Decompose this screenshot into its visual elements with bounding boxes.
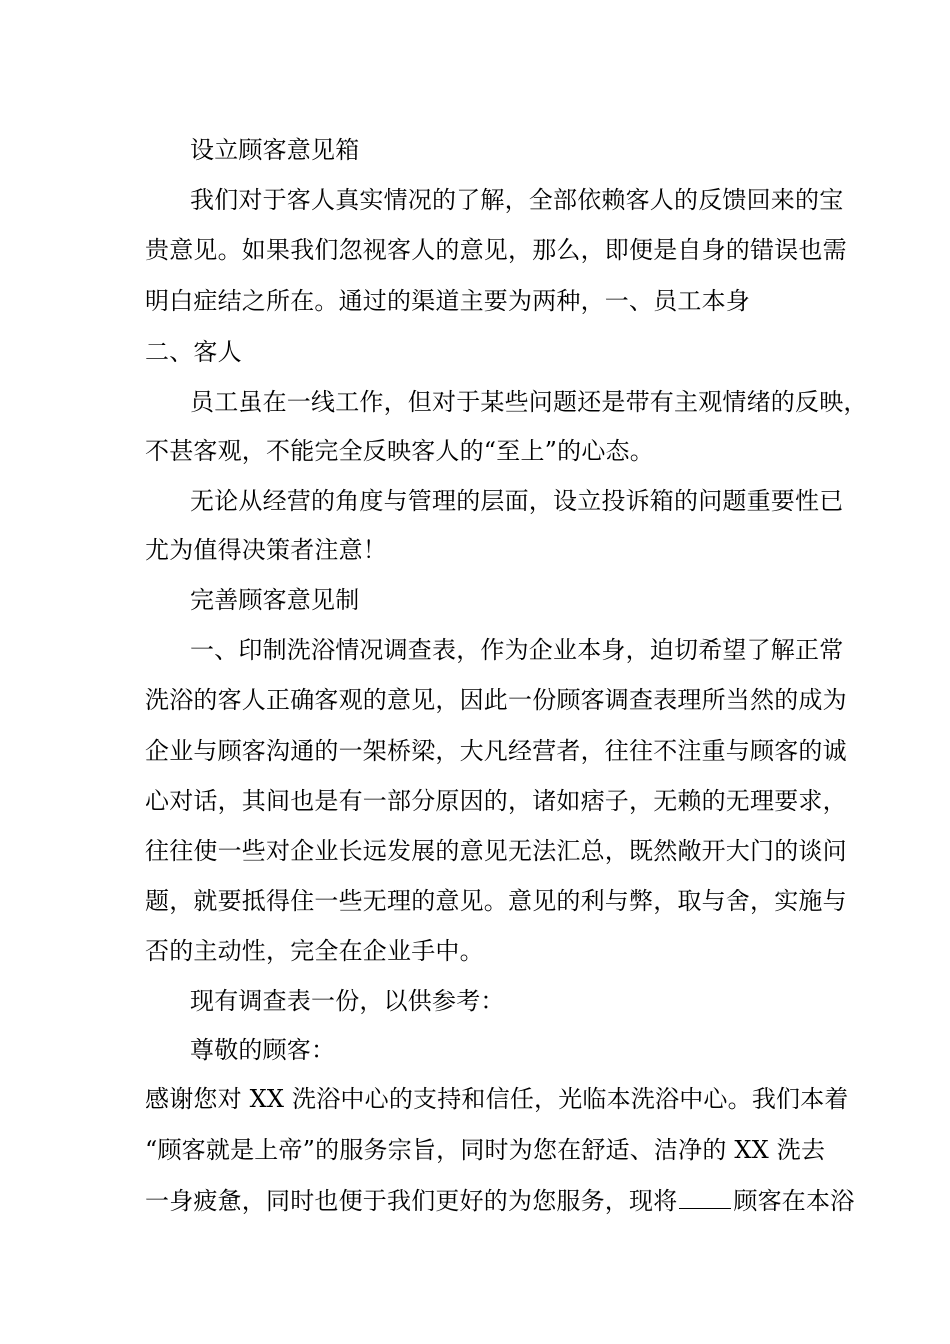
paragraph-line: 贵意见。如果我们忽视客人的意见，那么，即便是自身的错误也需 bbox=[145, 236, 847, 264]
paragraph-line: 无论从经营的角度与管理的层面，设立投诉箱的问题重要性已 bbox=[190, 487, 844, 515]
paragraph-text: 一身疲惫，同时也便于我们更好的为您服务，现将 bbox=[145, 1187, 678, 1215]
paragraph-line: 心对话，其间也是有一部分原因的，诸如痞子，无赖的无理要求， bbox=[145, 787, 847, 815]
paragraph-line: 洗浴的客人正确客观的意见，因此一份顾客调查表理所当然的成为 bbox=[145, 686, 847, 714]
section-heading-feedback-system: 完善顾客意见制 bbox=[190, 586, 360, 614]
paragraph-line: 企业与顾客沟通的一架桥梁，大凡经营者，往往不注重与顾客的诚 bbox=[145, 737, 847, 765]
salutation-line: 尊敬的顾客： bbox=[190, 1036, 336, 1064]
fill-in-blank bbox=[679, 1186, 731, 1209]
paragraph-text: 顾客在本浴 bbox=[733, 1187, 855, 1215]
paragraph-line: 我们对于客人真实情况的了解，全部依赖客人的反馈回来的宝 bbox=[190, 186, 844, 214]
paragraph-line: 明白症结之所在。通过的渠道主要为两种，一、员工本身 bbox=[145, 287, 750, 315]
paragraph-line: 不甚客观，不能完全反映客人的“至上”的心态。 bbox=[145, 437, 654, 465]
paragraph-line bbox=[145, 1186, 855, 1216]
paragraph-line: 题，就要抵得住一些无理的意见。意见的利与弊，取与舍，实施与 bbox=[145, 887, 847, 915]
paragraph-line: 员工虽在一线工作，但对于某些问题还是带有主观情绪的反映， bbox=[190, 388, 868, 416]
paragraph-line: 否的主动性，完全在企业手中。 bbox=[145, 937, 484, 965]
paragraph-line: 现有调查表一份，以供参考： bbox=[190, 987, 505, 1015]
paragraph-line: 感谢您对 XX 洗浴中心的支持和信任，光临本洗浴中心。我们本着 bbox=[145, 1085, 849, 1113]
paragraph-line: 尤为值得决策者注意！ bbox=[145, 536, 387, 564]
section-heading-suggestion-box: 设立顾客意见箱 bbox=[190, 136, 360, 164]
paragraph-line: 往往使一些对企业长远发展的意见无法汇总，既然敞开大门的谈问 bbox=[145, 837, 847, 865]
paragraph-line: “顾客就是上帝”的服务宗旨，同时为您在舒适、洁净的 XX 洗去 bbox=[145, 1136, 826, 1164]
paragraph-line: 一、印制洗浴情况调查表，作为企业本身，迫切希望了解正常 bbox=[190, 636, 844, 664]
paragraph-line: 二、客人 bbox=[145, 338, 242, 366]
